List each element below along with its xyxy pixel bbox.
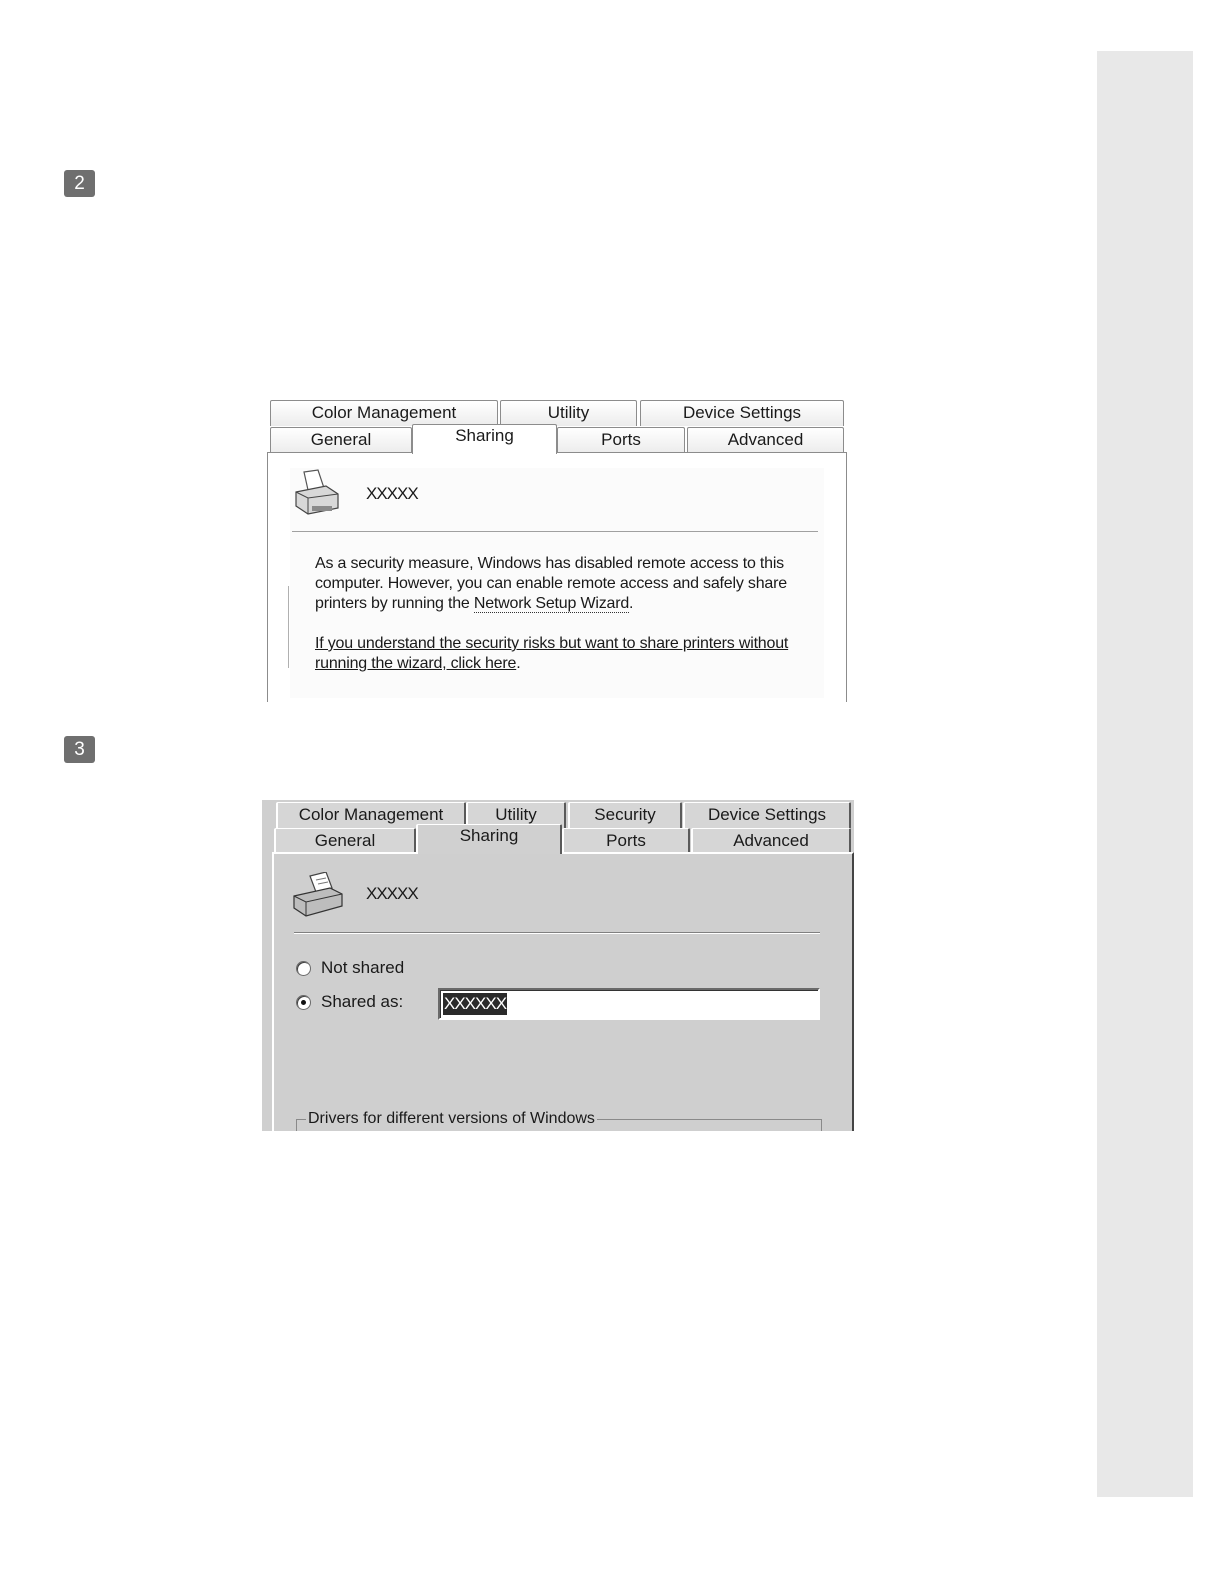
step-badge-3: 3 (64, 736, 95, 763)
printer-icon (292, 872, 344, 920)
security-message-end: . (629, 595, 634, 612)
share-name-input[interactable] (438, 988, 820, 1020)
security-message-text: As a security measure, Windows has disabled remote access to this computer. However, you can enable remote access and safely share printers by running the (315, 555, 787, 612)
printer-properties-sharing-screenshot-xp (266, 396, 850, 702)
divider (292, 531, 818, 532)
tab-utility[interactable]: Utility (500, 400, 637, 426)
shared-as-radio[interactable] (296, 995, 311, 1010)
tab-color-management[interactable]: Color Management (270, 400, 498, 426)
tab-advanced[interactable]: Advanced (691, 828, 851, 854)
printer-name: XXXXX (366, 884, 418, 903)
tab-ports[interactable]: Ports (562, 828, 690, 854)
not-shared-option[interactable] (296, 958, 404, 978)
tab-color-management[interactable]: Color Management (276, 802, 466, 828)
focus-line (288, 586, 289, 668)
share-without-wizard-link[interactable]: If you understand the security risks but want to share printers without running the wizard, click here (315, 635, 789, 672)
printer-name: XXXXX (366, 484, 418, 503)
share-link-end: . (516, 655, 521, 672)
printer-properties-sharing-screenshot-classic (262, 800, 854, 1131)
tab-device-settings[interactable]: Device Settings (683, 802, 851, 828)
shared-as-option[interactable] (296, 992, 403, 1012)
tab-general[interactable]: General (274, 828, 416, 854)
tab-sharing[interactable]: Sharing (416, 824, 562, 854)
tab-utility[interactable]: Utility (466, 802, 566, 828)
network-setup-wizard-link[interactable]: Network Setup Wizard (473, 595, 630, 612)
security-message (315, 554, 815, 674)
divider (294, 932, 820, 933)
printer-icon (292, 468, 342, 520)
not-shared-radio[interactable] (296, 961, 311, 976)
tab-device-settings[interactable]: Device Settings (640, 400, 844, 426)
tab-security[interactable]: Security (568, 802, 682, 828)
tab-sharing[interactable]: Sharing (412, 424, 557, 454)
step-badge-2: 2 (64, 170, 95, 197)
tab-advanced[interactable]: Advanced (687, 427, 844, 453)
tab-general[interactable]: General (270, 427, 412, 453)
page-sidebar (1097, 51, 1193, 1497)
share-name-value: XXXXXX (444, 994, 507, 1013)
shared-as-label: Shared as: (321, 992, 404, 1011)
tab-ports[interactable]: Ports (557, 427, 685, 453)
not-shared-label: Not shared (321, 958, 405, 977)
drivers-groupbox-label: Drivers for different versions of Windows (308, 1110, 595, 1127)
